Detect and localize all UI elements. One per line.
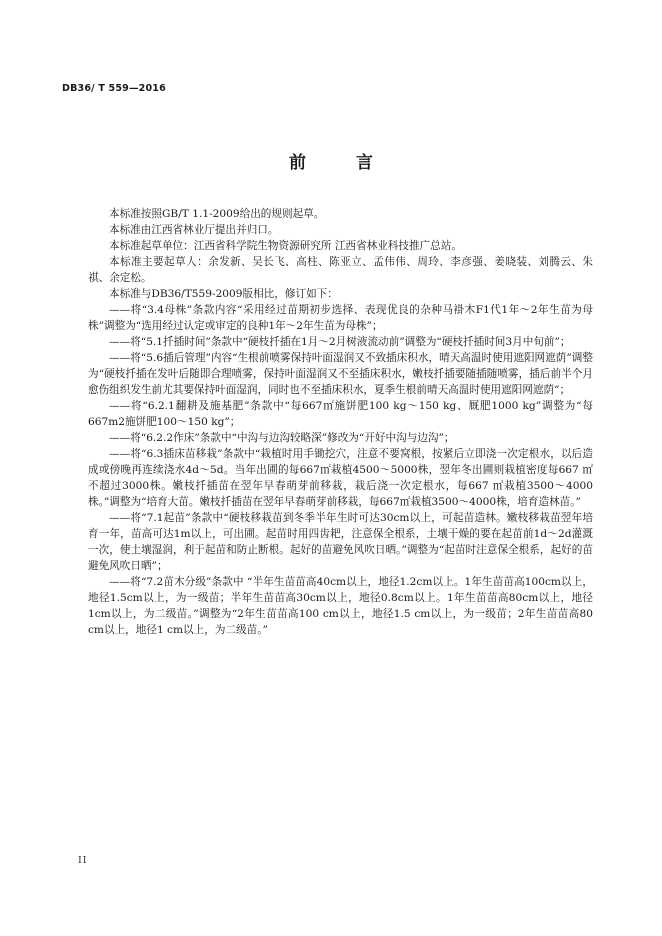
revision-item-6-2-1: ——将“6.2.1翻耕及施基肥”条款中“每667㎡施饼肥100 kg～150 kg、厩肥1000 kg”调整为“每667m2施饼肥100～150 kg”； (88, 400, 593, 428)
page-header-standard-id: DB36/ T 559—2016 (62, 83, 166, 94)
paragraph-revision-intro: 本标准与DB36/T559-2009版相比，修订如下： (109, 288, 338, 300)
revision-item-6-2-2: ——将“6.2.2作床”条款中“中沟与边沟较略深”修改为“开好中沟与边沟”； (109, 432, 455, 444)
revision-item-7-1: ——将“7.1起苗”条款中“硬枝移栽苗到冬季半年生时可达30cm以上，可起苗造林。嫩枝移栽苗翌年培育一年，苗高可达1m以上，可出圃。起苗时用四齿耙，注意保全根系，土壤干燥的要在起苗前1d～2d灌溉一次，使土壤湿润，利于起苗和防止断根。起好的苗避免风吹日晒。”调整为“起苗时注意保全根系，起好的苗避免风吹日晒”； (88, 512, 593, 572)
revision-item-7-2: ——将“7.2苗木分级”条款中 “半年生苗苗高40cm以上，地径1.2cm以上。1年生苗苗高100cm以上，地径1.5cm以上，为一级苗；半年生苗苗高30cm以上，地径0.8cm以上。1年生苗苗高80cm以上，地径1cm以上，为二级苗。”调整为“2年生苗苗高100 cm以上，地径1.5 cm以上，为一级苗；2年生苗苗高80 cm以上，地径1 cm以上，为二级苗。” (88, 576, 593, 636)
revision-item-6-3: ——将“6.3插床苗移栽”条款中“栽植时用手锄挖穴，注意不要窝根，按紧后立即浇一次定根水，以后造成或傍晚再连续浇水4d～5d。当年出圃的每667㎡栽植4500～5000株，翌年冬出圃则栽植密度每667 ㎡不超过3000株。嫩枝扦插苗在翌年早春萌芽前移栽，栽后浇一次定根水，每667 ㎡栽植3500～4000株。”调整为“培育大苗。嫩枝扦插苗在翌年早春萌芽前移栽，每667㎡栽植3500～4000株，培育造林苗。” (88, 448, 593, 508)
paragraph-drafting-rules: 本标准按照GB/T 1.1-2009给出的规则起草。 (109, 208, 325, 220)
paragraph-proposer: 本标准由江西省林业厅提出并归口。 (109, 224, 279, 236)
paragraph-drafting-units: 本标准起草单位：江西省科学院生物资源研究所 江西省林业科技推广总站。 (109, 240, 462, 252)
page-title: 前 言 (289, 153, 395, 173)
paragraph-drafters: 本标准主要起草人：余发新、吴长飞、高柱、陈亚立、孟伟伟、周玲、李彦强、姜晓装、刘腾云、朱祺、余定松。 (88, 256, 593, 284)
page-number: II (78, 855, 88, 866)
revision-item-5-6: ——将“5.6插后管理”内容“生根前喷雾保持叶面湿润又不致插床积水，晴天高温时使用遮阳网遮荫”调整为“硬枝扦插在发叶后随即合理喷雾，保持叶面湿润又不至插床积水，嫩枝扦插要随插随喷雾，插后前半个月愈伤组织发生前尤其要保持叶面湿润，同时也不至插床积水，夏季生根前晴天高温时使用遮阳网遮荫”； (88, 352, 593, 396)
document-body (88, 206, 593, 638)
revision-item-3-4: ——将“3.4母株”条款内容“采用经过苗期初步选择、表现优良的杂种马褂木F1代1年～2年生苗为母株”调整为“选用经过认定或审定的良种1年～2年生苗为母株”； (88, 304, 593, 332)
revision-item-5-1: ——将“5.1扦插时间”条款中“硬枝扦插在1月～2月树液流动前”调整为“硬枝扦插时间3月中旬前”； (109, 336, 571, 348)
